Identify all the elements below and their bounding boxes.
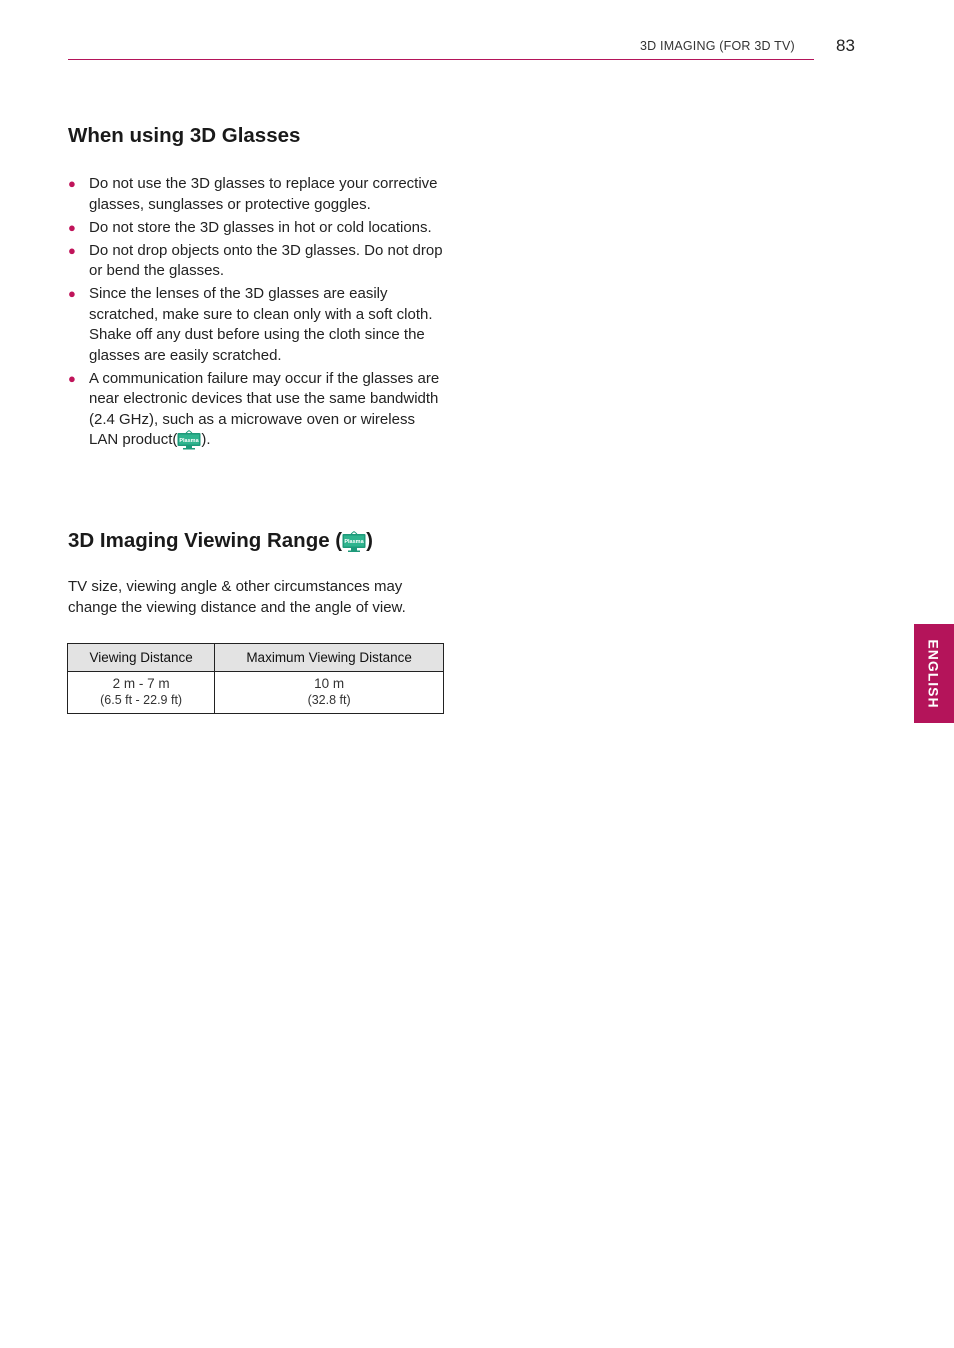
viewing-range-table bbox=[67, 643, 444, 714]
plasma-icon-label: Plasma bbox=[179, 437, 200, 444]
bullet-icon: ● bbox=[68, 176, 76, 191]
table-cell-viewing-distance bbox=[68, 672, 215, 714]
language-tab bbox=[914, 624, 954, 723]
viewing-distance-meters: 2 m - 7 m bbox=[112, 676, 170, 691]
section-title-prefix: 3D Imaging Viewing Range ( bbox=[68, 529, 343, 552]
list-item bbox=[68, 174, 448, 215]
list-item bbox=[68, 241, 448, 282]
plasma-icon-label: Plasma bbox=[344, 538, 364, 545]
section-title-viewing-range bbox=[68, 529, 373, 553]
viewing-range-intro: TV size, viewing angle & other circumstances may change the viewing distance and the angle of view. bbox=[68, 578, 406, 616]
viewing-distance-feet: (6.5 ft - 22.9 ft) bbox=[100, 693, 183, 707]
section-title-suffix: ) bbox=[366, 529, 373, 552]
list-item bbox=[68, 284, 448, 366]
table-row bbox=[68, 672, 444, 714]
plasma-tv-icon bbox=[342, 531, 366, 553]
list-item-text: Do not use the 3D glasses to replace your corrective glasses, sunglasses or protective goggles. bbox=[89, 175, 438, 213]
glasses-bullet-list bbox=[68, 174, 448, 453]
bullet-icon: ● bbox=[68, 219, 76, 235]
table-header-max-distance: Maximum Viewing Distance bbox=[215, 644, 444, 672]
plasma-tv-icon bbox=[177, 430, 201, 450]
table-header-viewing-distance: Viewing Distance bbox=[68, 644, 215, 672]
table-header-row bbox=[68, 644, 444, 672]
bullet-icon: ● bbox=[68, 242, 76, 258]
bullet-icon: ● bbox=[68, 286, 76, 301]
page-number: 83 bbox=[836, 36, 855, 55]
section-title-3d-glasses: When using 3D Glasses bbox=[68, 124, 301, 147]
list-item bbox=[68, 218, 448, 239]
list-item bbox=[68, 369, 448, 451]
header-section-title: 3D IMAGING (FOR 3D TV) bbox=[640, 39, 795, 53]
max-distance-feet: (32.8 ft) bbox=[307, 693, 351, 707]
list-item-text: Do not drop objects onto the 3D glasses. Do not drop or bend the glasses. bbox=[89, 241, 443, 279]
table-cell-max-distance bbox=[215, 672, 444, 714]
list-item-text: Since the lenses of the 3D glasses are easily scratched, make sure to clean only with a soft cloth. Shake off any dust before using the cloth since the glasses are easily scratched. bbox=[89, 285, 433, 364]
bullet-icon: ● bbox=[68, 370, 76, 386]
max-distance-meters: 10 m bbox=[314, 676, 345, 691]
list-item-text: A communication failure may occur if the glasses are near electronic devices that use the same bandwidth (2.4 GHz), such as a microwave oven or wireless LAN product( bbox=[89, 369, 440, 448]
list-item-text: Do not store the 3D glasses in hot or cold locations. bbox=[89, 218, 432, 236]
list-item-end: ). bbox=[201, 431, 211, 448]
header-rule bbox=[68, 59, 814, 60]
language-tab-label: ENGLISH bbox=[926, 638, 943, 709]
